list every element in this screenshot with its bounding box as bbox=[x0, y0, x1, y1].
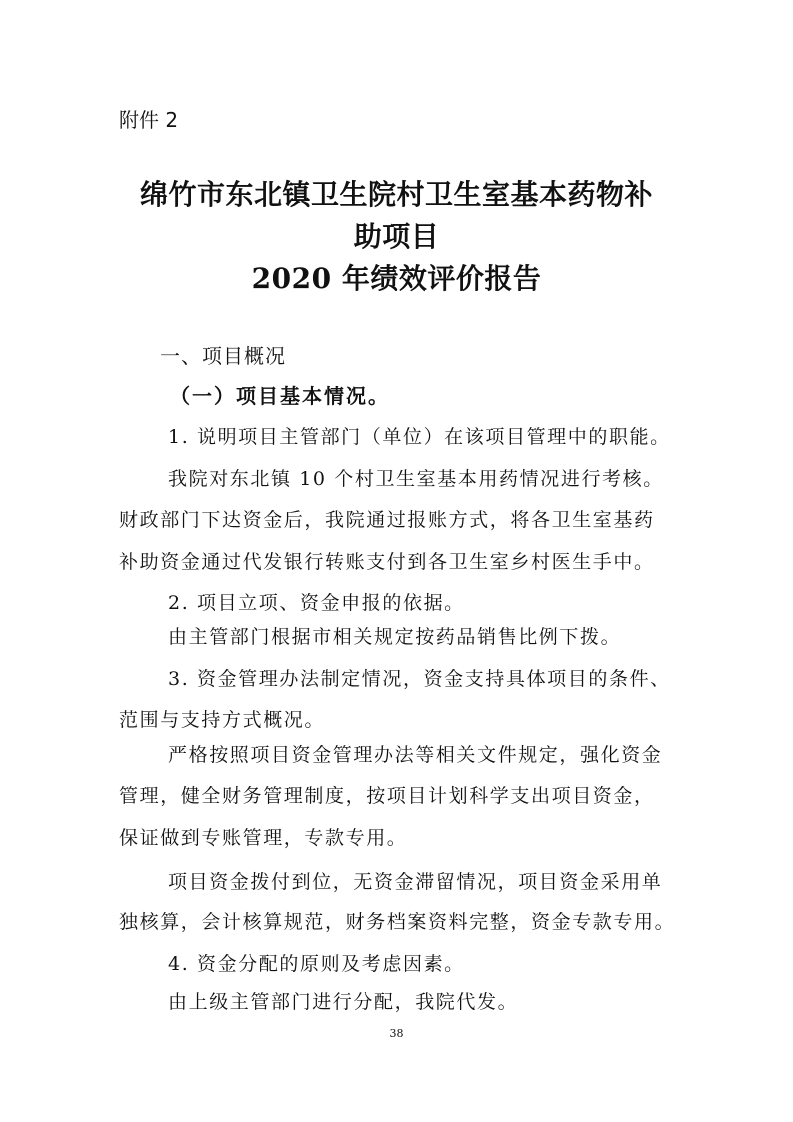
item-1-answer-line-1: 我院对东北镇 10 个村卫生室基本用药情况进行考核。 bbox=[168, 468, 664, 490]
title-line-2: 助项目 bbox=[353, 220, 440, 253]
item-3-question-line-1: 3. 资金管理办法制定情况，资金支持具体项目的条件、 bbox=[168, 668, 671, 690]
item-1-answer-line-3: 补助资金通过代发银行转账支付到各卫生室乡村医生手中。 bbox=[119, 551, 655, 573]
sub-heading: （一）项目基本情况。 bbox=[170, 384, 390, 408]
item-3-question-line-2: 范围与支持方式概况。 bbox=[119, 709, 326, 731]
title-line-1: 绵竹市东北镇卫生院村卫生室基本药物补 bbox=[139, 178, 653, 211]
section-heading: 一、项目概况 bbox=[160, 344, 286, 368]
item-2-answer: 由主管部门根据市相关规定按药品销售比例下拨。 bbox=[168, 626, 622, 648]
title-line-3: 2020 年绩效评价报告 bbox=[251, 262, 542, 295]
item-3-answer2-line-1: 项目资金拨付到位，无资金滞留情况，项目资金采用单 bbox=[168, 871, 663, 893]
item-3-answer2-line-2: 独核算，会计核算规范，财务档案资料完整，资金专款专用。 bbox=[119, 911, 676, 933]
page-number: 38 bbox=[389, 1027, 404, 1040]
item-1-answer-line-2: 财政部门下达资金后，我院通过报账方式，将各卫生室基药 bbox=[119, 509, 655, 531]
item-3-answer-line-3: 保证做到专账管理，专款专用。 bbox=[119, 827, 408, 849]
attachment-label: 附件 2 bbox=[119, 108, 179, 132]
item-4-answer: 由上级主管部门进行分配，我院代发。 bbox=[168, 991, 519, 1013]
item-2-question: 2. 项目立项、资金申报的依据。 bbox=[168, 592, 465, 614]
item-4-question: 4. 资金分配的原则及考虑因素。 bbox=[168, 953, 465, 975]
item-3-answer-line-1: 严格按照项目资金管理办法等相关文件规定，强化资金 bbox=[168, 744, 663, 766]
item-3-answer-line-2: 管理，健全财务管理制度，按项目计划科学支出项目资金， bbox=[119, 785, 655, 807]
item-1-question: 1. 说明项目主管部门（单位）在该项目管理中的职能。 bbox=[168, 426, 671, 448]
